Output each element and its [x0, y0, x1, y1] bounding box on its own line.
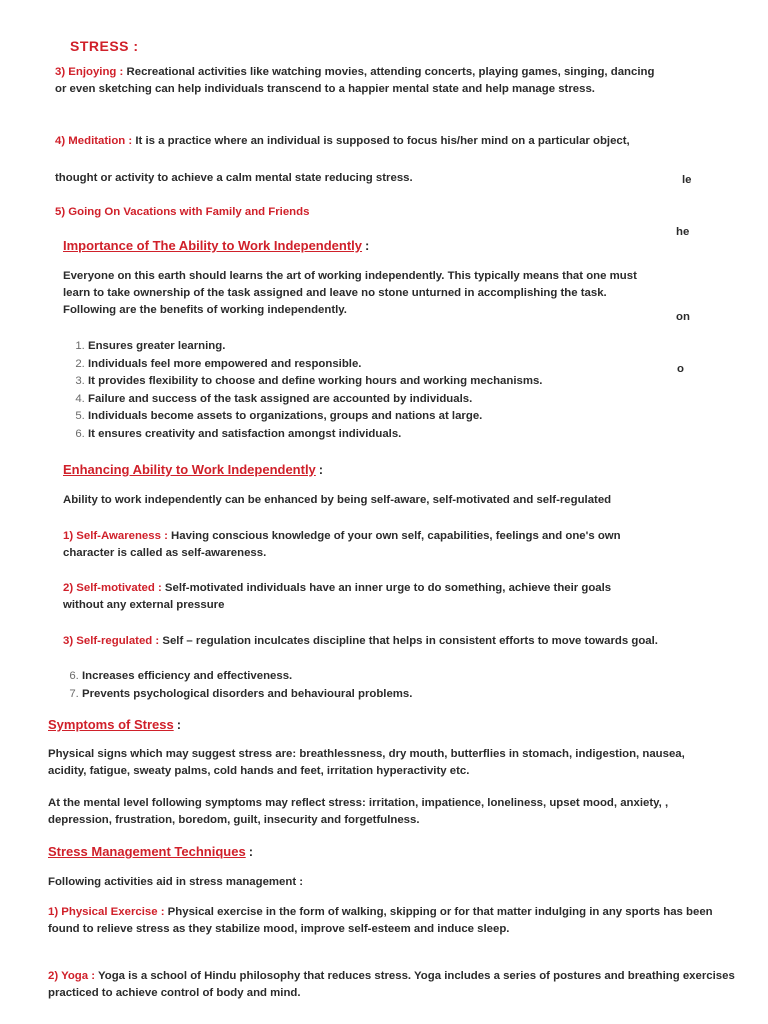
enjoying-text: Recreational activities like watching movies, attending concerts, playing games, singing, dancing or even sketching can help individuals transcend to a happier mental state and help manage stress.	[55, 66, 655, 95]
vacations-label: 5) Going On Vacations with Family and Friends	[55, 206, 310, 218]
meditation-paragraph	[55, 133, 655, 150]
side-fragment: o	[677, 363, 684, 375]
importance-heading	[63, 237, 369, 255]
side-fragment: le	[682, 174, 692, 186]
symptoms-heading	[48, 716, 181, 734]
extra-benefits-list	[54, 668, 682, 703]
list-item: 5. Individuals become assets to organizations, groups and nations at large.	[88, 408, 688, 426]
yoga-label: 2) Yoga :	[48, 970, 96, 982]
techniques-heading-text: Stress Management Techniques	[48, 844, 246, 859]
symptoms-heading-colon: :	[176, 717, 182, 732]
self-regulated-text: Self – regulation inculcates discipline that helps in consistent efforts to move towards goal.	[159, 635, 658, 647]
self-regulated-label: 3) Self-regulated :	[63, 635, 160, 647]
list-item: 7. Prevents psychological disorders and behavioural problems.	[82, 686, 682, 704]
list-item: 6. It ensures creativity and satisfaction amongst individuals.	[88, 426, 688, 444]
meditation-label: 4) Meditation :	[55, 135, 133, 147]
side-fragment: on	[676, 311, 690, 323]
physical-exercise-label: 1) Physical Exercise :	[48, 906, 165, 918]
list-item: 4. Failure and success of the task assigned are accounted by individuals.	[88, 391, 688, 409]
enjoying-label: 3) Enjoying :	[55, 66, 124, 78]
benefits-list	[60, 338, 688, 444]
list-item: 1. Ensures greater learning.	[88, 338, 688, 356]
physical-exercise-text: Physical exercise in the form of walking, skipping or for that matter indulging in any sports has been found to relieve stress as they stabilize mood, improve self-esteem and induce sleep.	[48, 906, 713, 935]
enhancing-intro: Ability to work independently can be enhanced by being self-aware, self-motivated and self-regulated	[63, 494, 612, 506]
meditation-text: It is a practice where an individual is supposed to focus his/her mind on a particular object,	[132, 135, 630, 147]
mental-signs-paragraph: At the mental level following symptoms may reflect stress: irritation, impatience, loneliness, upset mood, anxiety, , depression, frustration, boredom, guilt, insecurity and forgetfulness.	[48, 797, 669, 826]
physical-exercise-paragraph	[48, 904, 713, 938]
self-awareness-text: Having conscious knowledge of your own self, capabilities, feelings and one's own character is called as self-awareness.	[63, 530, 621, 559]
importance-paragraph: Everyone on this earth should learns the art of working independently. This typically means that one must learn to take ownership of the task assigned and leave no stone unturned in accomplishing the task. Following are the benefits of working independently.	[63, 270, 637, 316]
list-item: 3. It provides flexibility to choose and define working hours and working mechanisms.	[88, 373, 688, 391]
techniques-heading-colon: :	[248, 844, 254, 859]
enhancing-heading-text: Enhancing Ability to Work Independently	[63, 462, 316, 477]
enhancing-heading	[63, 461, 323, 479]
list-item: 2. Individuals feel more empowered and responsible.	[88, 356, 688, 374]
physical-signs-paragraph: Physical signs which may suggest stress are: breathlessness, dry mouth, butterflies in stomach, indigestion, nausea, acidity, fatigue, sweaty palms, cold hands and feet, irritation hyperactivity etc.	[48, 748, 685, 777]
side-fragment: he	[676, 226, 690, 238]
importance-heading-text: Importance of The Ability to Work Independently	[63, 238, 363, 253]
symptoms-heading-text: Symptoms of Stress	[48, 717, 174, 732]
meditation-continuation: thought or activity to achieve a calm mental state reducing stress.	[55, 172, 413, 184]
self-motivated-text: Self-motivated individuals have an inner urge to do something, achieve their goals without any external pressure	[63, 582, 612, 611]
yoga-text: Yoga is a school of Hindu philosophy that reduces stress. Yoga includes a series of postures and breathing exercises practiced to achieve control of body and mind.	[48, 970, 735, 999]
techniques-intro: Following activities aid in stress management :	[48, 876, 304, 888]
techniques-heading	[48, 843, 253, 861]
vacations-paragraph	[55, 204, 309, 221]
page-title: STRESS :	[70, 38, 139, 54]
self-motivated-label: 2) Self-motivated :	[63, 582, 162, 594]
enjoying-paragraph	[55, 64, 665, 98]
yoga-paragraph	[48, 968, 738, 1002]
self-regulated-paragraph	[63, 633, 673, 650]
self-awareness-paragraph	[63, 528, 658, 562]
self-awareness-label: 1) Self-Awareness :	[63, 530, 168, 542]
list-item: 6. Increases efficiency and effectiveness.	[82, 668, 682, 686]
self-motivated-paragraph	[63, 580, 653, 614]
importance-heading-colon: :	[365, 238, 370, 253]
enhancing-heading-colon: :	[318, 462, 324, 477]
